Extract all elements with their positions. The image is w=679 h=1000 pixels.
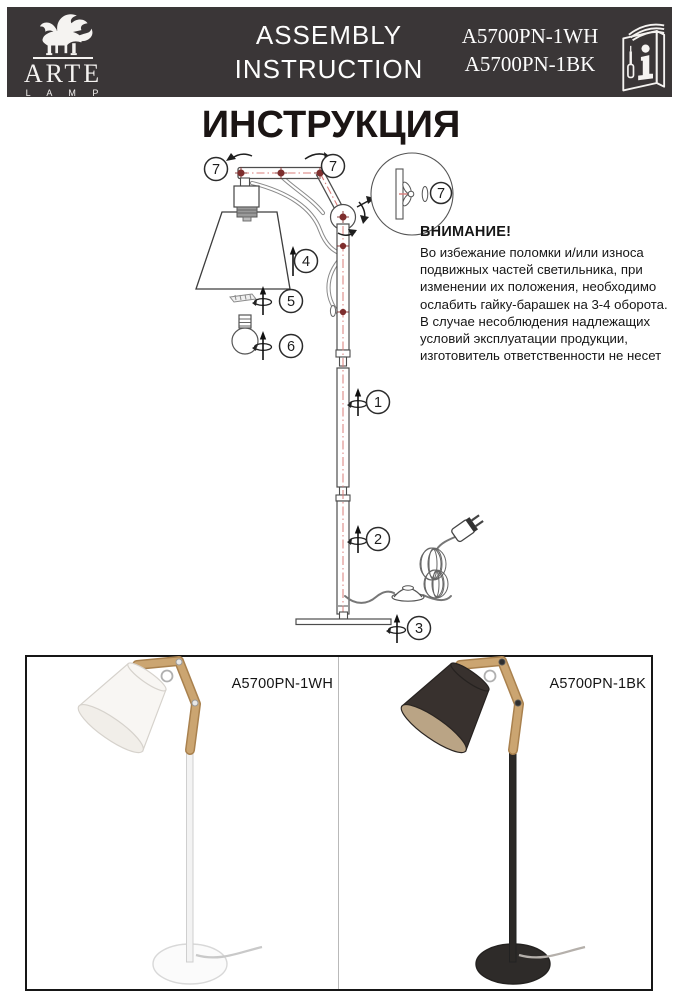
callout-7-right xyxy=(322,155,345,178)
warning-heading: ВНИМАНИЕ! xyxy=(420,224,512,240)
product-label-wh: A5700PN-1WH xyxy=(231,676,333,692)
warning-block xyxy=(420,224,672,364)
page-title: ИНСТРУКЦИЯ xyxy=(201,104,461,146)
svg-text:3: 3 xyxy=(414,621,424,637)
white-lamp-ring xyxy=(162,671,173,682)
product-codes xyxy=(447,22,613,78)
svg-text:1: 1 xyxy=(373,395,383,411)
diffuser-ring xyxy=(230,294,256,302)
product-photos xyxy=(0,650,679,1000)
product-label-bk: A5700PN-1BK xyxy=(549,676,646,692)
screwdriver-icon xyxy=(628,46,634,78)
warning-line: Во избежание поломки и/или износа xyxy=(420,245,644,260)
svg-text:7: 7 xyxy=(211,162,221,178)
pole-sections xyxy=(330,224,350,614)
plug-icon xyxy=(451,512,486,543)
foot-switch xyxy=(392,586,424,601)
black-lamp-photo xyxy=(396,650,585,984)
svg-text:5: 5 xyxy=(286,294,296,310)
svg-text:4: 4 xyxy=(301,254,311,270)
product-code-bk: A5700PN-1BK xyxy=(464,52,596,76)
callout-7c-number: 7 xyxy=(436,186,446,202)
base-plate xyxy=(296,612,391,625)
wing-nut-small xyxy=(330,306,335,317)
white-lamp-pole xyxy=(187,748,194,962)
warning-line: подвижных частей светильника, при xyxy=(420,262,643,278)
griffin-logo-icon xyxy=(20,11,106,57)
callout-3 xyxy=(386,614,431,643)
info-i-icon xyxy=(638,45,653,81)
warning-line: изготовитель ответственности не несет xyxy=(420,348,662,364)
black-lamp-pole xyxy=(510,748,517,962)
header-title xyxy=(204,18,454,86)
cable-coil xyxy=(420,548,448,598)
shade-outline xyxy=(196,212,290,289)
callout-5 xyxy=(252,286,303,315)
callout-7-left xyxy=(205,158,228,181)
callout-6 xyxy=(252,331,303,360)
instruction-booklet-icon xyxy=(610,18,670,96)
warning-line: условий эксплуатации продукции, xyxy=(420,331,628,347)
warning-line: изменении их положения, необходимо xyxy=(420,279,657,295)
black-lamp-ring xyxy=(485,671,496,682)
svg-text:2: 2 xyxy=(373,532,383,548)
white-lamp-photo xyxy=(73,650,262,984)
svg-text:7: 7 xyxy=(328,159,338,175)
svg-text:6: 6 xyxy=(286,339,296,355)
warning-line: В случае несоблюдения надлежащих xyxy=(420,313,651,329)
callout-4 xyxy=(290,246,318,276)
wing-nut-inset xyxy=(371,153,453,235)
header-title-line2: INSTRUCTION xyxy=(234,54,424,84)
header-title-line1: ASSEMBLY xyxy=(255,20,403,50)
warning-line: ослабить гайку-барашек на 3-4 оборота. xyxy=(420,296,668,312)
callout-2 xyxy=(347,525,390,553)
callout-1 xyxy=(347,388,390,416)
brand-name: ARTE xyxy=(23,59,103,88)
brand-subname: L A M P xyxy=(25,88,106,98)
product-code-wh: A5700PN-1WH xyxy=(461,24,599,48)
header-banner xyxy=(7,7,672,97)
brand-logo xyxy=(19,9,107,98)
